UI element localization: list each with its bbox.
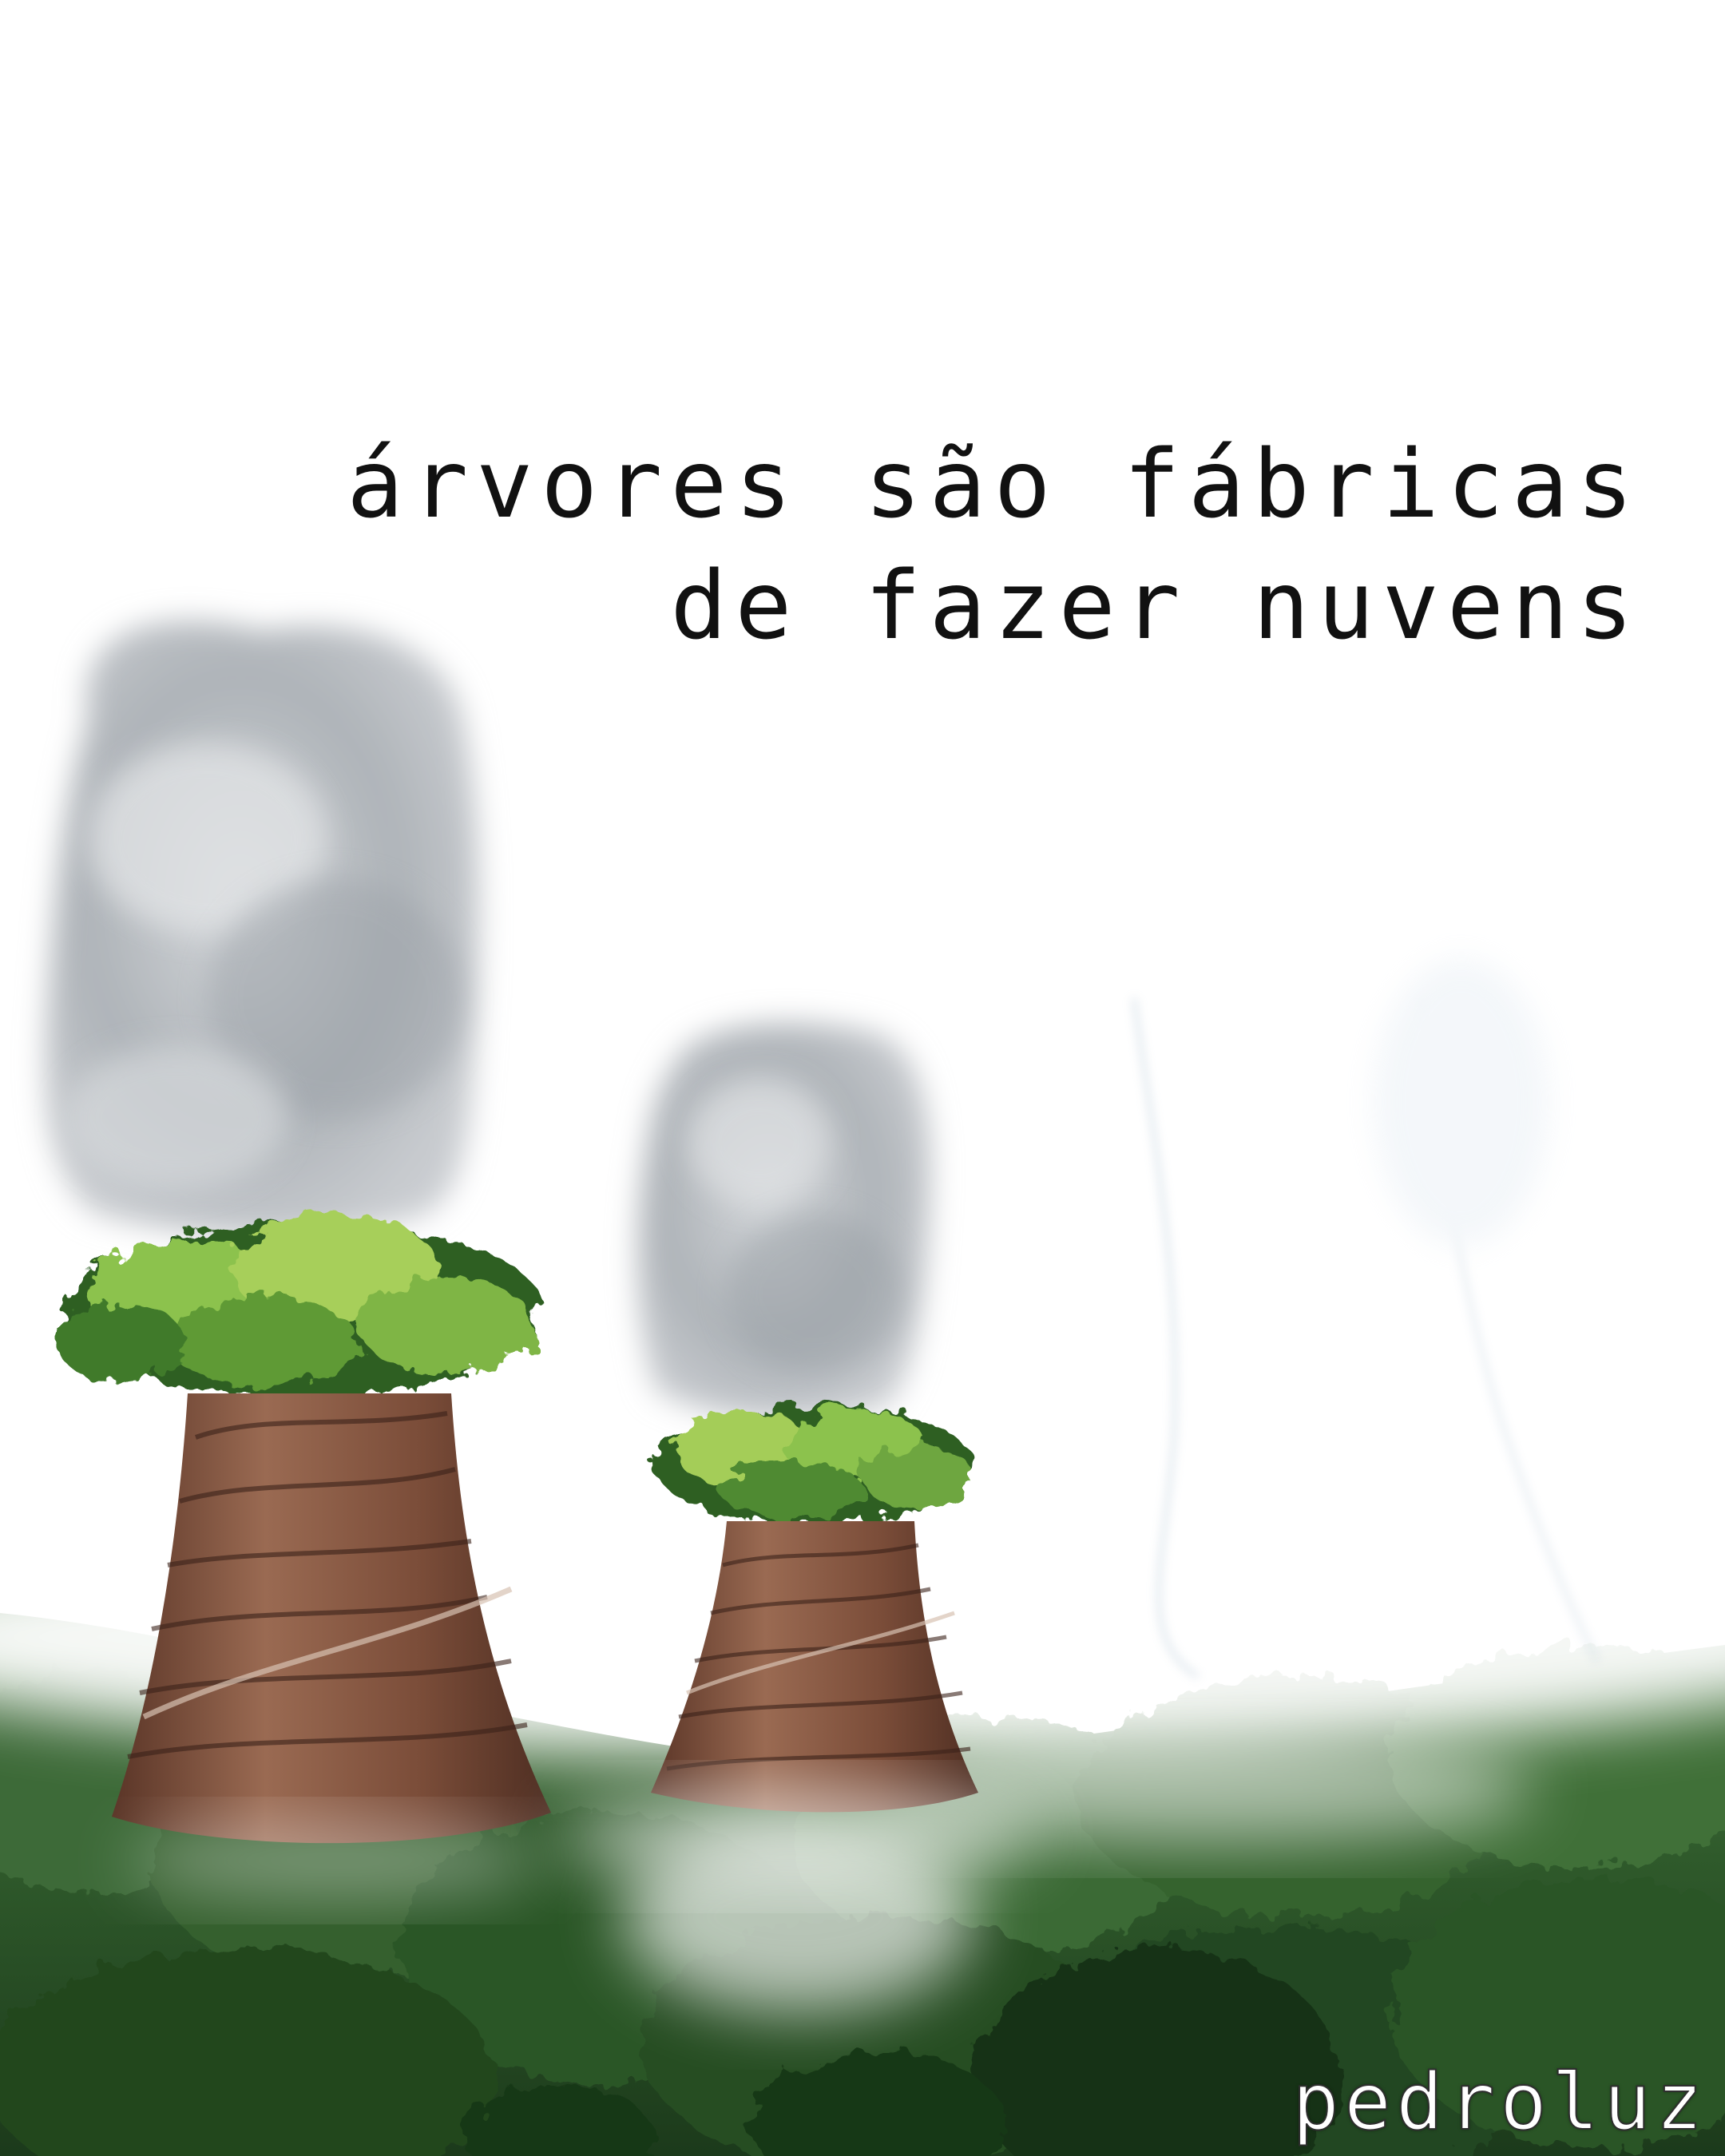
cloud-plume-small — [637, 1023, 931, 1420]
headline-line-2: de fazer nuvens — [670, 550, 1641, 660]
tree-tower-small — [637, 1023, 978, 1813]
headline-line-1: árvores são fábricas — [347, 429, 1641, 539]
tree-canopy-large — [56, 1214, 543, 1397]
cloud-plume-large — [46, 621, 479, 1236]
headline — [347, 423, 1641, 666]
author-signature: pedroluz — [1291, 2057, 1707, 2148]
tree-canopy-small — [655, 1405, 974, 1525]
